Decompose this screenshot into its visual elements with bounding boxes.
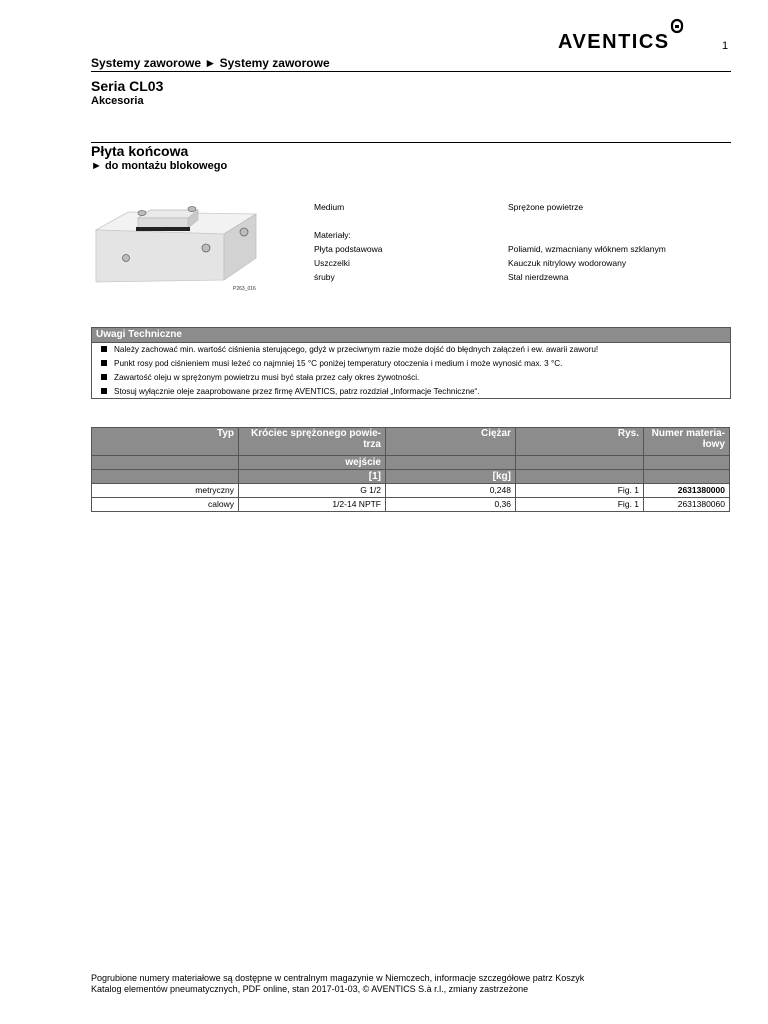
logo-mark-icon	[672, 20, 682, 32]
note-text: Stosuj wyłącznie oleje zaaprobowane przez firmę AVENTICS, patrz rozdział „Informacje Techniczne“.	[114, 387, 480, 396]
series-subtitle: Akcesoria	[91, 95, 144, 107]
logo-wordmark: AVENTICS	[558, 31, 670, 53]
cell-part-number: 2631380060	[644, 498, 730, 512]
page-number: 1	[722, 40, 729, 52]
cell-figure: Fig. 1	[516, 498, 644, 512]
aventics-logo	[558, 18, 688, 54]
spec-material-value: Poliamid, wzmacniany włóknem szklanym	[508, 244, 666, 254]
spec-material-label: śruby	[314, 272, 335, 282]
cell-part-number: 2631380000	[644, 484, 730, 498]
col-header-weight: Ciężar	[386, 428, 516, 456]
header-divider	[91, 71, 731, 72]
footer-line: Katalog elementów pneumatycznych, PDF online, stan 2017-01-03, © AVENTICS S.à r.l., zmiany zastrzeżone	[91, 984, 529, 994]
weight-unit: [kg]	[386, 470, 516, 484]
table-header-row	[92, 428, 730, 456]
col-header-type: Typ	[92, 428, 239, 456]
product-table	[91, 427, 730, 512]
footer-line: Pogrubione numery materiałowe są dostępne w centralnym magazynie w Niemczech, informacje szczegółowe patrz Koszyk	[91, 973, 585, 983]
bullet-square-icon	[101, 346, 107, 352]
cell-port: G 1/2	[239, 484, 386, 498]
spec-material-label: Uszczelki	[314, 258, 350, 268]
table-row	[92, 484, 730, 498]
spec-material-value: Kauczuk nitrylowy wodorowany	[508, 258, 627, 268]
table-units-row	[92, 470, 730, 484]
col-header-port: Króciec sprężonego powie- trza	[239, 428, 386, 456]
port-unit: [1]	[239, 470, 386, 484]
cell-type: metryczny	[92, 484, 239, 498]
col-header-part-number: Numer materia- łowy	[644, 428, 730, 456]
col-header-figure: Rys.	[516, 428, 644, 456]
cell-figure: Fig. 1	[516, 484, 644, 498]
cell-weight: 0,248	[386, 484, 516, 498]
product-subtitle: ► do montażu blokowego	[91, 160, 228, 172]
port-subheader: wejście	[239, 456, 386, 470]
bullet-square-icon	[101, 388, 107, 394]
bullet-square-icon	[101, 360, 107, 366]
breadcrumb: Systemy zaworowe ► Systemy zaworowe	[91, 56, 330, 70]
product-title: Płyta końcowa	[91, 143, 189, 159]
spec-material-value: Stal nierdzewna	[508, 272, 569, 282]
cell-type: calowy	[92, 498, 239, 512]
table-subheader-row	[92, 456, 730, 470]
cell-port: 1/2-14 NPTF	[239, 498, 386, 512]
table-row	[92, 498, 730, 512]
note-item	[101, 359, 562, 368]
image-caption: P263_016	[233, 286, 256, 292]
note-text: Zawartość oleju w sprężonym powietrzu musi być stała przez cały okres żywotności.	[114, 373, 420, 382]
spec-medium-label: Medium	[314, 202, 345, 212]
note-text: Należy zachować min. wartość ciśnienia sterującego, gdyż w przeciwnym razie może dojść do błędnych załączeń i ew. awarii zaworu!	[114, 345, 599, 354]
spec-materials-label: Materiały:	[314, 230, 351, 240]
spec-medium-value: Sprężone powietrze	[508, 202, 584, 212]
product-image	[92, 200, 258, 290]
note-item	[101, 373, 419, 382]
bullet-square-icon	[101, 374, 107, 380]
footer	[91, 973, 584, 995]
series-title: Seria CL03	[91, 78, 164, 94]
cell-weight: 0,36	[386, 498, 516, 512]
note-item	[101, 387, 480, 396]
technical-notes-box	[91, 327, 731, 399]
notes-title: Uwagi Techniczne	[92, 328, 730, 343]
note-item	[101, 345, 598, 354]
spec-material-label: Płyta podstawowa	[314, 244, 383, 254]
note-text: Punkt rosy pod ciśnieniem musi leżeć co najmniej 15 °C poniżej temperatury otoczenia i medium i może wynosić max. 3 °C.	[114, 359, 563, 368]
